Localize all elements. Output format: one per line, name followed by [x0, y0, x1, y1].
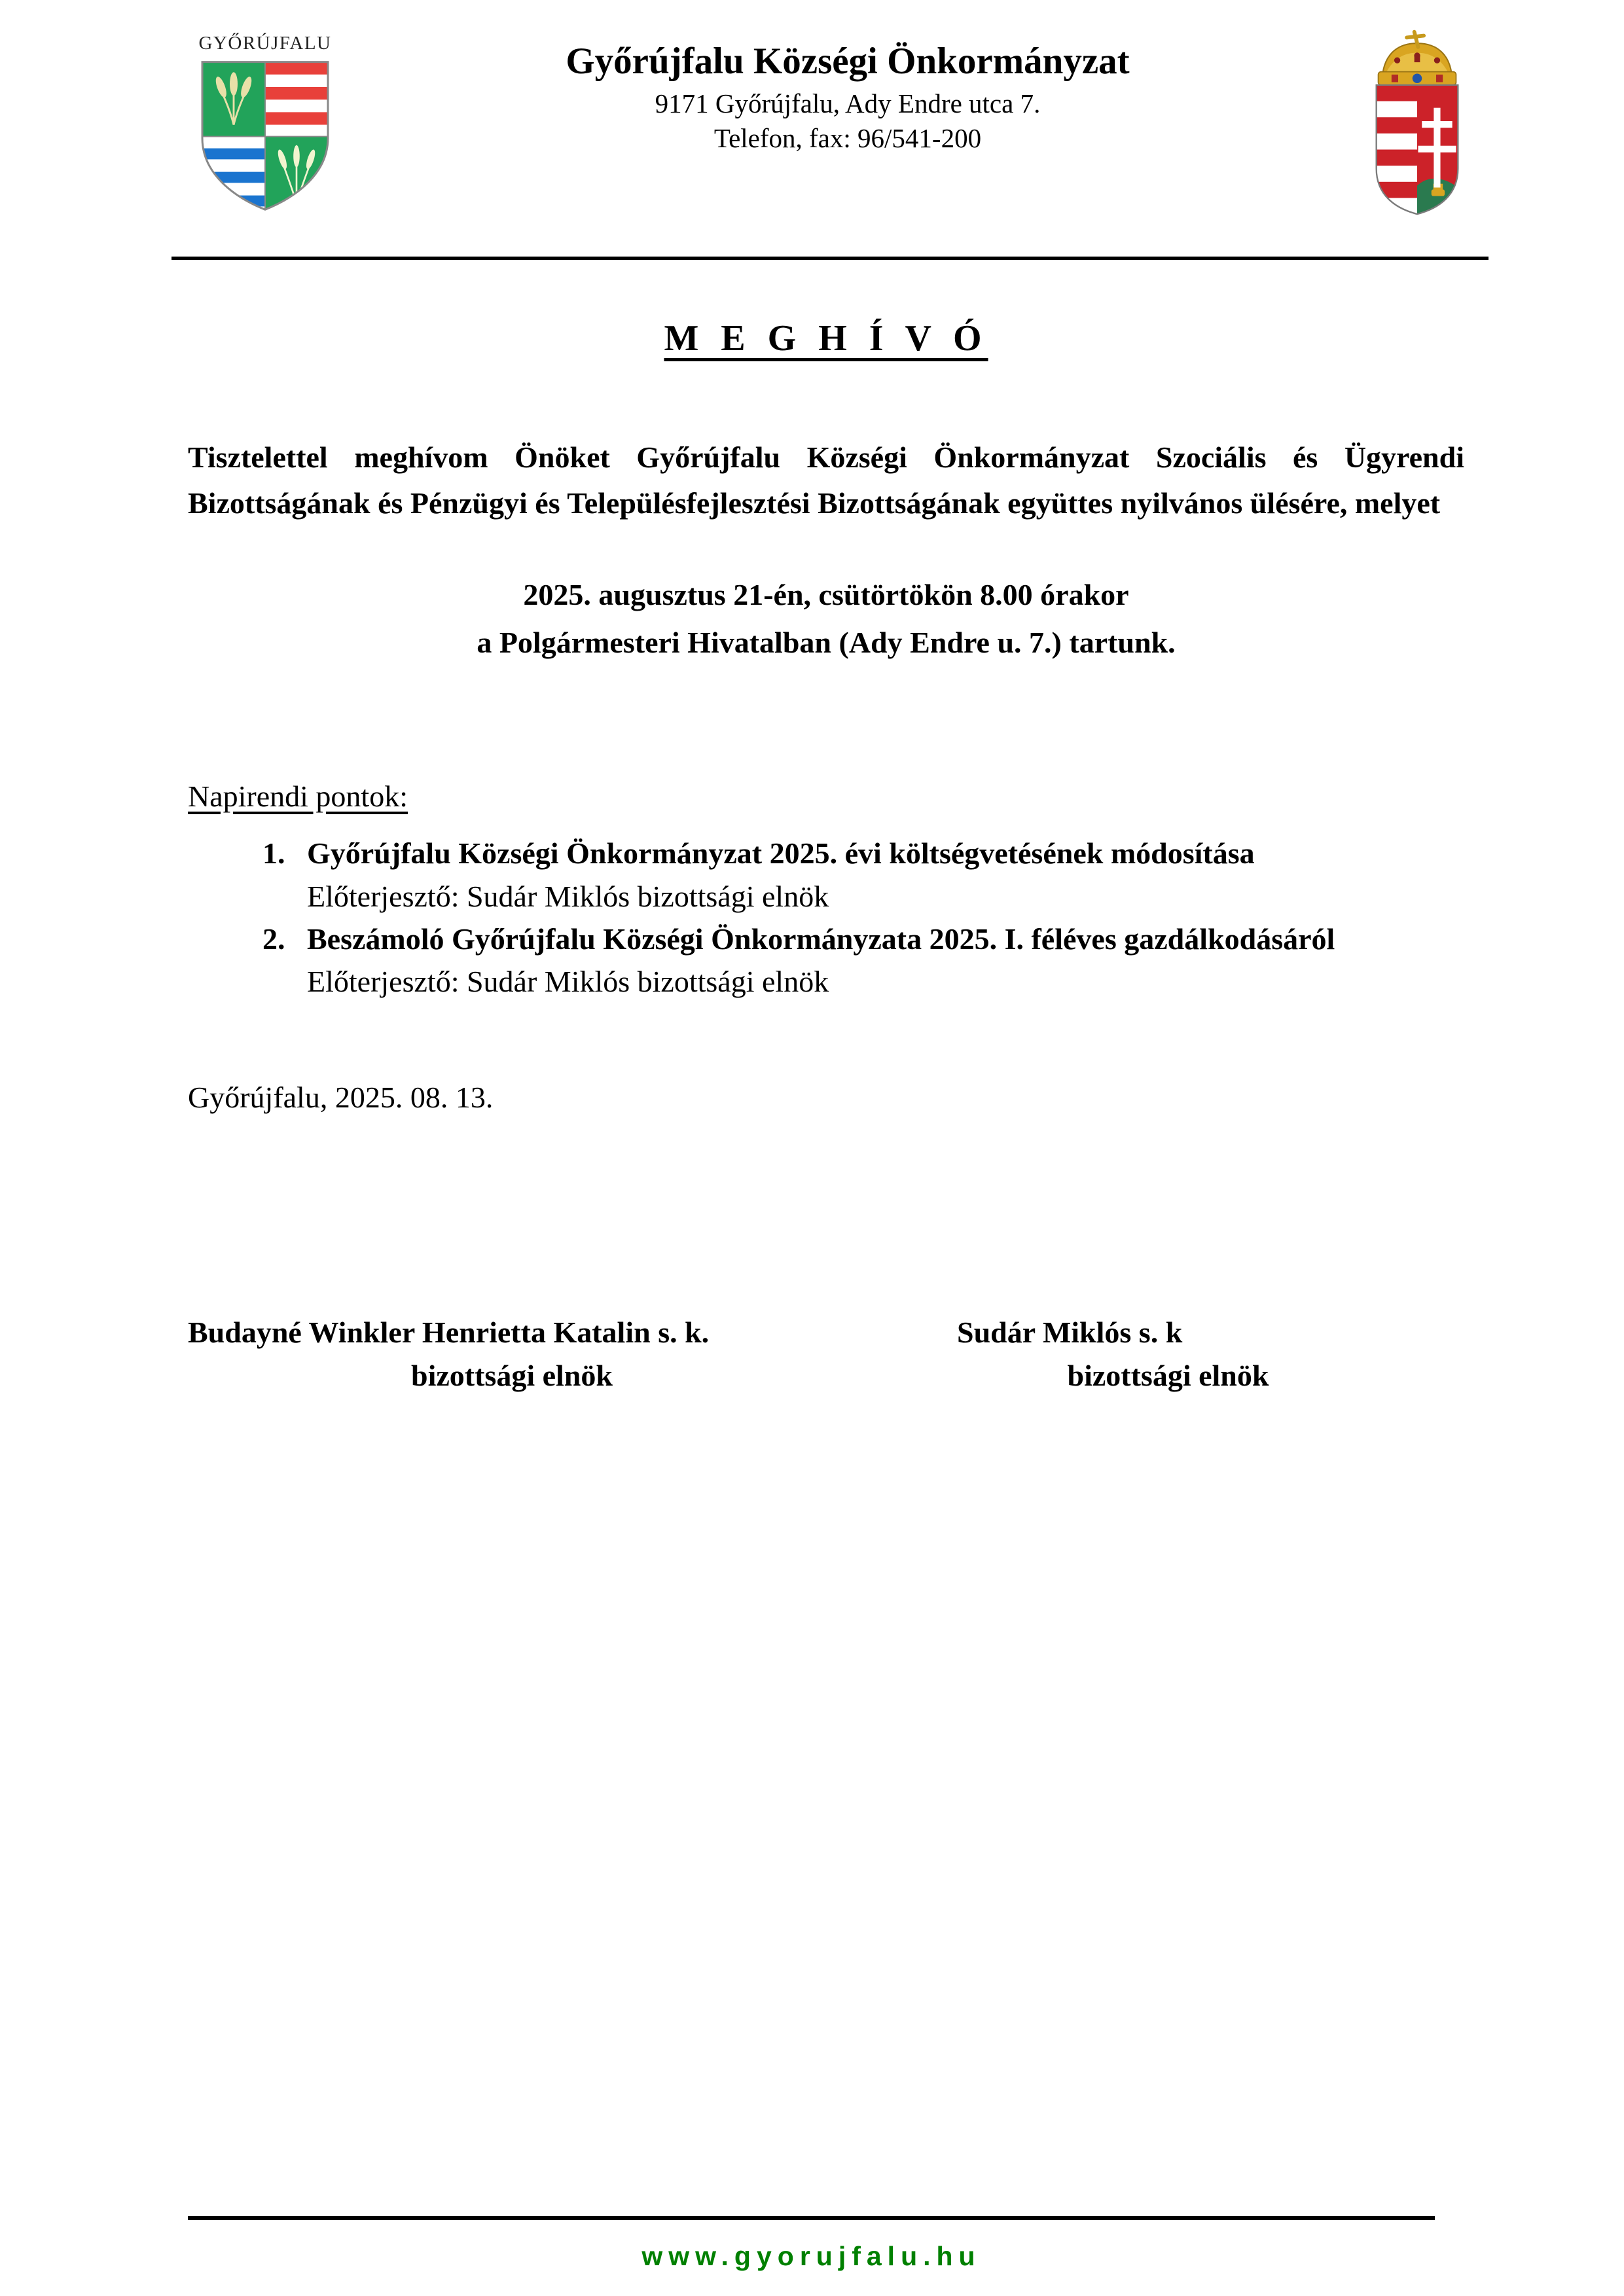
letterhead	[170, 26, 1492, 236]
organization-address: 9171 Győrújfalu, Ady Endre utca 7.	[655, 88, 1041, 118]
organization-phone: Telefon, fax: 96/541-200	[713, 123, 982, 154]
signatory-role: bizottsági elnök	[1067, 1358, 1269, 1392]
crest-caption: GYŐRÚJFALU	[198, 33, 332, 54]
signatory-name: Sudár Miklós s. k	[957, 1316, 1183, 1350]
agenda-item-presenter: Előterjesztő: Sudár Miklós bizottsági elnök	[307, 879, 829, 913]
letterhead-text	[367, 41, 1329, 156]
signature-block	[188, 1311, 1464, 1397]
agenda-list	[188, 832, 1464, 1003]
signatory-role: bizottsági elnök	[411, 1358, 613, 1392]
gyorujfalu-coat-of-arms-icon	[183, 33, 347, 216]
agenda-item-title: 2. Beszámoló Győrújfalu Községi Önkormányzata 2025. I. féléves gazdálkodásáról	[307, 922, 1335, 956]
list-item	[293, 918, 1464, 1003]
signature-left	[188, 1311, 901, 1397]
place-and-date: Győrújfalu, 2025. 08. 13.	[188, 1081, 494, 1115]
website-url[interactable]: www.gyorujfalu.hu	[641, 2241, 981, 2271]
organization-name: Győrújfalu Községi Önkormányzat	[566, 41, 1130, 82]
agenda-item-title: 1. Győrújfalu Községi Önkormányzat 2025. évi költségvetésének módosítása	[307, 836, 1255, 870]
footer-divider	[188, 2216, 1435, 2220]
page-title: M E G H Í V Ó	[664, 318, 988, 359]
invitation-paragraph: Tisztelettel meghívom Önöket Győrújfalu Községi Önkormányzat Szociális és Ügyrendi Bizottságának és Pénzügyi és Településfejlesztési Bizottságának együttes nyilvános ülésére, melyet	[188, 440, 1464, 520]
list-item	[293, 832, 1464, 918]
hungary-shield-svg	[1355, 26, 1479, 216]
holy-crown	[1379, 32, 1456, 85]
agenda-item-presenter: Előterjesztő: Sudár Miklós bizottsági elnök	[307, 965, 829, 999]
meeting-location: a Polgármesteri Hivatalban (Ady Endre u. 7.) tartunk.	[477, 625, 1176, 659]
signatory-name: Budayné Winkler Henrietta Katalin s. k.	[188, 1316, 710, 1350]
signature-right	[901, 1311, 1464, 1397]
meeting-datetime: 2025. augusztus 21-én, csütörtökön 8.00 órakor	[523, 577, 1129, 611]
hungary-coat-of-arms-icon	[1355, 26, 1486, 223]
header-divider	[171, 257, 1489, 260]
agenda-heading: Napirendi pontok:	[188, 780, 408, 814]
gyorujfalu-shield-svg	[183, 56, 347, 213]
document-body	[188, 298, 1464, 1397]
